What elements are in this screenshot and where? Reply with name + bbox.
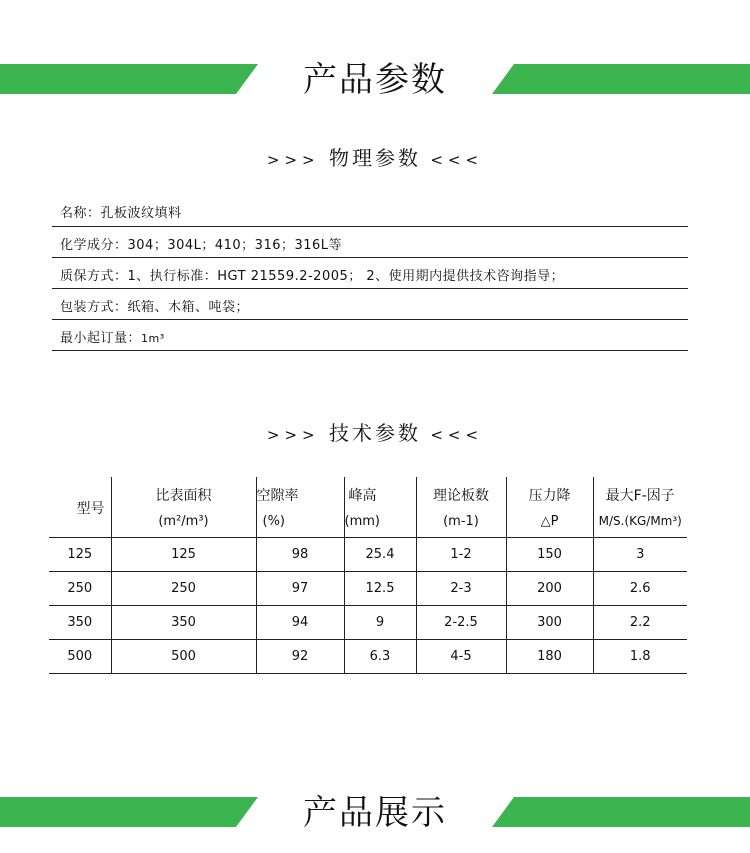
col-header-max-f-factor: 最大F-因子 M/S.(KG/Mm³) [593,477,687,538]
table-cell: 250 [111,572,256,606]
table-cell: 92 [256,640,344,674]
table-cell: 200 [506,572,593,606]
heading-arrows-right: <<< [430,426,484,444]
table-cell: 2.2 [593,606,687,640]
table-cell: 180 [506,640,593,674]
table-cell: 3 [593,538,687,572]
table-row [49,606,687,640]
table-cell: 94 [256,606,344,640]
table-cell: 97 [256,572,344,606]
info-row-packaging: 包装方式：纸箱、木箱、吨袋； [52,289,688,320]
technical-params-heading [0,417,750,446]
table-cell: 2-3 [416,572,506,606]
display-banner [0,793,750,853]
col-header-peak-height: 峰高 (mm) [344,477,416,538]
table-cell: 12.5 [344,572,416,606]
col-header-pressure-drop: 压力降 △P [506,477,593,538]
moq-label: 最小起订量： [60,331,142,346]
physical-params-heading [0,142,750,171]
table-cell: 350 [111,606,256,640]
table-row [49,640,687,674]
params-banner [0,60,750,120]
table-cell: 6.3 [344,640,416,674]
info-row-composition: 化学成分：304；304L；410；316；316L等 [52,227,688,258]
heading-arrows-left: >>> [266,151,320,169]
heading-arrows-right: <<< [430,151,484,169]
moq-value: 1m³ [141,332,165,345]
table-cell: 125 [111,538,256,572]
table-row [49,572,687,606]
table-header-row [49,477,687,538]
table-cell: 500 [49,640,111,674]
params-banner-title: 产品参数 [303,60,447,100]
table-cell: 500 [111,640,256,674]
col-header-voidage: 空隙率 (%) [256,477,344,538]
table-cell: 350 [49,606,111,640]
table-cell: 4-5 [416,640,506,674]
technical-params-title: 技术参数 [329,421,421,445]
technical-spec-table [49,477,687,674]
info-row-moq [52,320,688,351]
physical-info-list [52,196,688,351]
display-banner-title: 产品展示 [303,793,447,833]
table-cell: 25.4 [344,538,416,572]
table-cell: 125 [49,538,111,572]
col-header-theoretical-plates: 理论板数 (m-1) [416,477,506,538]
col-header-surface-area: 比表面积 (m²/m³) [111,477,256,538]
physical-params-title: 物理参数 [329,146,421,170]
table-cell: 9 [344,606,416,640]
table-cell: 1-2 [416,538,506,572]
table-cell: 98 [256,538,344,572]
table-cell: 1.8 [593,640,687,674]
table-cell: 300 [506,606,593,640]
table-cell: 150 [506,538,593,572]
heading-arrows-left: >>> [266,426,320,444]
table-cell: 250 [49,572,111,606]
info-row-warranty: 质保方式：1、执行标准：HGT 21559.2-2005； 2、使用期内提供技术咨询指导； [52,258,688,289]
table-row [49,538,687,572]
table-cell: 2-2.5 [416,606,506,640]
info-row-name: 名称：孔板波纹填料 [52,196,688,227]
table-cell: 2.6 [593,572,687,606]
col-header-model: 型号 [76,500,105,517]
